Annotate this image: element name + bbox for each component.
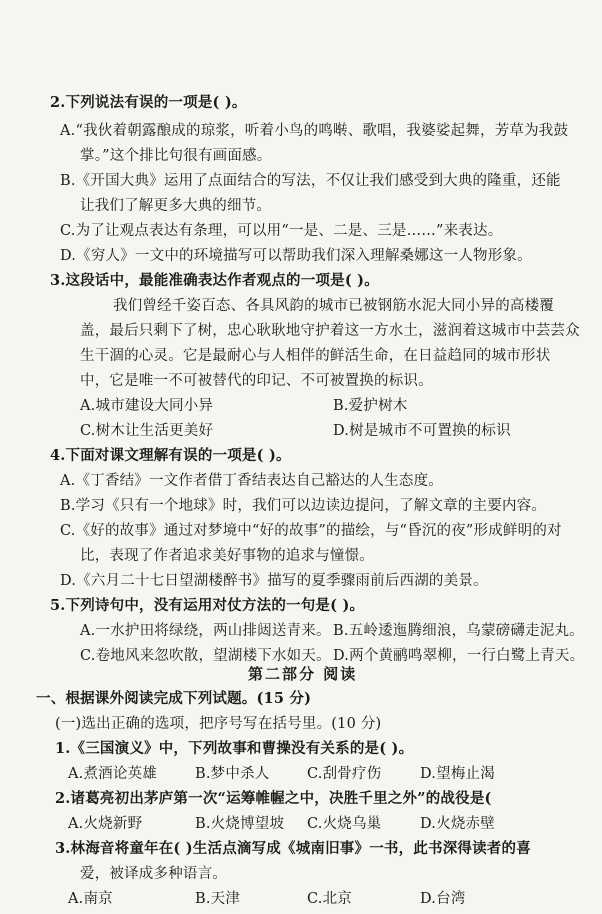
part2-heading: 第二部分 阅读 [248, 665, 358, 683]
q5-option-a: A.一水护田将绿绕，两山排闼送青来。 [80, 623, 331, 639]
s1-q1-option-b: B.梦中杀人 [195, 766, 270, 782]
q4-stem: 4.下面对课文理解有误的一项是( )。 [50, 447, 291, 464]
s1-q1-option-d: D.望梅止渴 [420, 766, 495, 782]
q5-stem: 5.下列诗句中，没有运用对仗方法的一句是( )。 [50, 597, 365, 614]
q5-option-b: B.五岭逶迤腾细浪，乌蒙磅礴走泥丸。 [333, 623, 584, 639]
s1-q3-option-d: D.台湾 [420, 891, 466, 907]
q2-option-b-line2: 让我们了解更多大典的细节。 [80, 198, 272, 214]
q2-stem: 2.下列说法有误的一项是( )。 [50, 94, 247, 111]
q4-option-c-line2: 比，表现了作者追求美好事物的追求与憧憬。 [80, 548, 374, 564]
q2-option-b-line1: B.《开国大典》运用了点面结合的写法，不仅让我们感受到大典的隆重，还能 [60, 173, 561, 189]
section1-title: 一、根据课外阅读完成下列试题。(15 分) [36, 690, 312, 707]
s1-q1-option-a: A.煮酒论英雄 [68, 766, 157, 782]
q3-option-a: A.城市建设大同小异 [80, 398, 214, 414]
q3-stem: 3.这段话中，最能准确表达作者观点的一项是( )。 [50, 272, 379, 289]
q4-option-c-line1: C.《好的故事》通过对梦境中“好的故事”的描绘，与“昏沉的夜”形成鲜明的对 [60, 523, 562, 539]
s1-q3-option-b: B.天津 [195, 891, 241, 907]
s1-q1-stem: 1.《三国演义》中，下列故事和曹操没有关系的是( )。 [55, 740, 414, 757]
q2-option-a-line1: A.“我伙着朝露酿成的琼浆，听着小鸟的鸣啭、歌唱，我婆娑起舞，芳草为我鼓 [60, 123, 569, 139]
s1-q2-option-d: D.火烧赤壁 [420, 816, 495, 832]
q3-option-d: D.树是城市不可置换的标识 [333, 423, 511, 439]
s1-q3-stem-line2: 爱，被译成多种语言。 [80, 866, 227, 882]
q5-option-d: D.两个黄鹂鸣翠柳，一行白鹭上青天。 [333, 648, 585, 664]
q3-passage-line2: 盖，最后只剩下了树，忠心耿耿地守护着这一方水土，滋润着这城市中芸芸众 [80, 323, 580, 339]
q2-option-d: D.《穷人》一文中的环境描写可以帮助我们深入理解桑娜这一人物形象。 [60, 248, 532, 264]
q2-option-a-line2: 掌。”这个排比句很有画面感。 [80, 148, 272, 164]
q4-option-a: A.《丁香结》一文作者借丁香结表达自己豁达的人生态度。 [60, 473, 443, 489]
s1-q1-option-c: C.刮骨疗伤 [307, 766, 382, 782]
q3-option-c: C.树木让生活更美好 [80, 423, 214, 439]
q3-passage-line3: 生干涸的心灵。它是最耐心与人相伴的鲜活生命，在日益趋同的城市形状 [80, 348, 551, 364]
q3-passage-line4: 中，它是唯一不可被替代的印记、不可被置换的标识。 [80, 373, 433, 389]
section1-subtitle: (一)选出正确的选项，把序号写在括号里。(10 分) [55, 716, 382, 732]
s1-q2-option-a: A.火烧新野 [68, 816, 143, 832]
q4-option-d: D.《六月二十七日望湖楼醉书》描写的夏季骤雨前后西湖的美景。 [60, 573, 488, 589]
q4-option-b: B.学习《只有一个地球》时，我们可以边读边提问，了解文章的主要内容。 [60, 498, 547, 514]
q3-passage-line1: 我们曾经千姿百态、各具风韵的城市已被钢筋水泥大同小异的高楼覆 [113, 298, 554, 314]
s1-q2-stem: 2.诸葛亮初出茅庐第一次“运筹帷幄之中，决胜千里之外”的战役是( [55, 790, 492, 807]
s1-q2-option-b: B.火烧博望坡 [195, 816, 285, 832]
q3-option-b: B.爱护树木 [333, 398, 408, 414]
s1-q3-stem-line1: 3.林海音将童年在( )生活点滴写成《城南旧事》一书，此书深得读者的喜 [55, 840, 531, 857]
q2-option-c: C.为了让观点表达有条理，可以用“一是、二是、三是……”来表达。 [60, 223, 503, 239]
q5-option-c: C.卷地风来忽吹散，望湖楼下水如天。 [80, 648, 331, 664]
s1-q2-option-c: C.火烧乌巢 [307, 816, 382, 832]
s1-q3-option-c: C.北京 [307, 891, 352, 907]
s1-q3-option-a: A.南京 [68, 891, 113, 907]
